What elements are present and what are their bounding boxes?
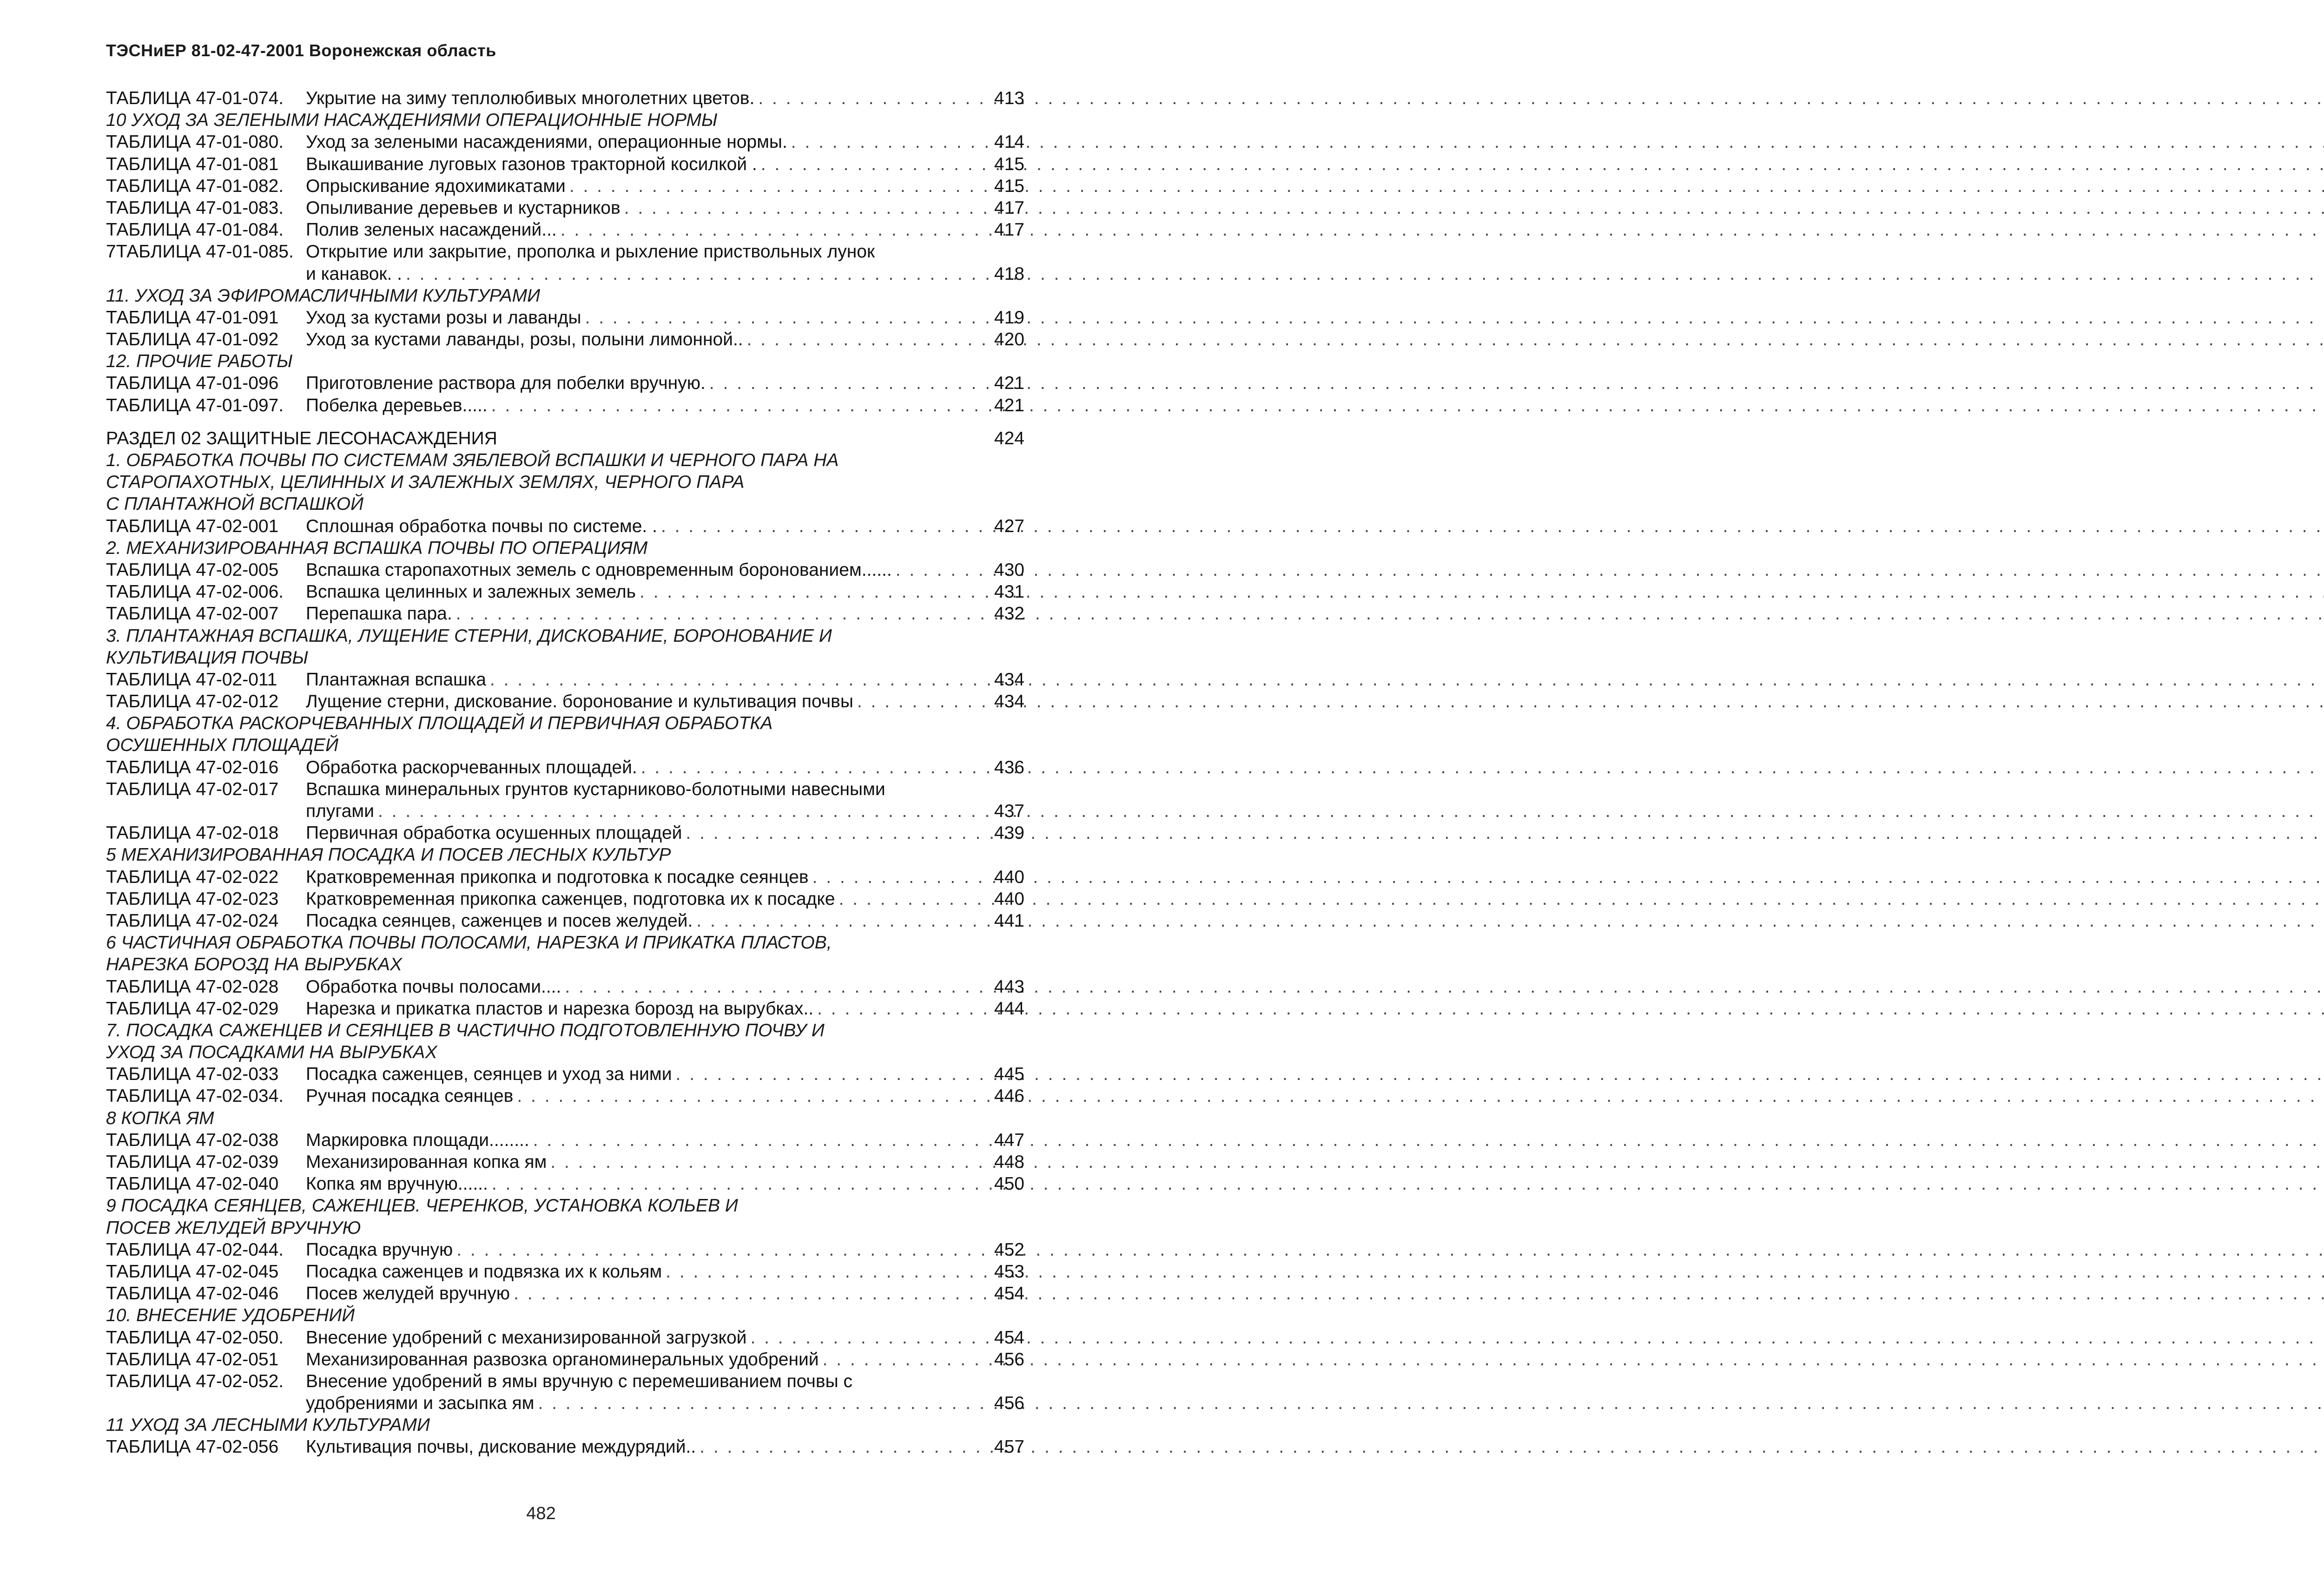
toc-entry-continuation [106, 263, 1024, 285]
toc-entry-page: 445 [994, 1064, 1024, 1085]
toc-entry-page: 456 [994, 1349, 1024, 1369]
toc-entry [106, 219, 1024, 241]
toc-entry-code: ТАБЛИЦА 47-02-024 [106, 910, 279, 931]
toc-entry-title: Посадка вручную [306, 1239, 453, 1260]
toc-entry-title: Открытие или закрытие, прополка и рыхление приствольных лунок [306, 242, 875, 262]
toc-entry-title: Посадка саженцев и подвязка их к кольям [306, 1261, 662, 1282]
dot-leader [754, 87, 994, 109]
toc-entry [106, 395, 1024, 416]
toc-section-heading: 3. ПЛАНТАЖНАЯ ВСПАШКА, ЛУЩЕНИЕ СТЕРНИ, ДИСКОВАНИЕ, БОРОНОВАНИЕ И [106, 625, 832, 646]
toc-entry-page: 452 [994, 1239, 1024, 1260]
toc-entry-title: и канавок. . [306, 263, 402, 284]
toc-entry-title: Нарезка и прикатка пластов и нарезка борозд на вырубках.. [306, 998, 814, 1019]
dot-leader [374, 800, 994, 822]
toc-entry-code: ТАБЛИЦА 47-02-017 [106, 779, 279, 799]
toc-entry-title: Сплошная обработка почвы по системе. . [306, 516, 657, 536]
toc-entry [106, 1436, 1024, 1458]
toc-entry-title: Обработка почвы полосами.... [306, 976, 561, 997]
dot-leader [787, 131, 994, 153]
toc-entry-continuation [106, 800, 1024, 822]
toc-entry [106, 976, 1024, 998]
toc-entry-code: ТАБЛИЦА 47-01-091 [106, 307, 279, 328]
dot-leader [682, 822, 994, 844]
toc-entry-page: 444 [994, 998, 1024, 1019]
spacer [106, 416, 1024, 428]
toc-entry-code: ТАБЛИЦА 47-02-056 [106, 1437, 279, 1457]
toc-entry [106, 87, 1024, 109]
toc-entry [106, 1327, 1024, 1349]
dot-leader [547, 1151, 994, 1173]
toc-entry [106, 1129, 1024, 1151]
toc-section-heading: 7. ПОСАДКА САЖЕНЦЕВ И СЕЯНЦЕВ В ЧАСТИЧНО ПОДГОТОВЛЕННУЮ ПОЧВУ И [106, 1020, 825, 1040]
toc-entry [106, 778, 1024, 800]
toc-entry [106, 691, 1024, 712]
toc-entry-code: ТАБЛИЦА 47-02-012 [106, 691, 279, 712]
toc-entry-page: 453 [994, 1261, 1024, 1282]
toc-section-heading: ОСУШЕННЫХ ПЛОЩАДЕЙ [106, 735, 339, 756]
toc-entry-page: 446 [994, 1086, 1024, 1106]
dot-leader [453, 1239, 994, 1261]
toc-entry-title: Перепашка пара. [306, 604, 452, 624]
toc-entry [106, 888, 1024, 910]
toc-entry-title: Приготовление раствора для побелки вручную. [306, 373, 706, 394]
toc-entry [106, 1085, 1024, 1107]
toc-entry-page: 417 [994, 220, 1024, 240]
dot-leader [486, 669, 994, 691]
toc-entry-code: 7ТАБЛИЦА 47-01-085. [106, 242, 294, 262]
toc-entry-page: 432 [994, 604, 1024, 624]
toc-section-heading: С ПЛАНТАЖНОЙ ВСПАШКОЙ [106, 494, 363, 514]
toc-section-heading: СТАРОПАХОТНЫХ, ЦЕЛИННЫХ И ЗАЛЕЖНЫХ ЗЕМЛЯХ, ЧЕРНОГО ПАРА [106, 472, 745, 493]
dot-leader [743, 329, 994, 350]
toc-section-heading: 11 УХОД ЗА ЛЕСНЫМИ КУЛЬТУРАМИ [106, 1415, 430, 1435]
toc-entry-code: ТАБЛИЦА 47-02-046 [106, 1284, 279, 1304]
toc-entry-page: 431 [994, 582, 1024, 602]
toc-entry [106, 1151, 1024, 1173]
toc-entry-code: ТАБЛИЦА 47-01-082. [106, 176, 284, 196]
toc-entry-title: Плантажная вспашка [306, 669, 486, 690]
dot-leader [746, 1327, 994, 1349]
toc-section-heading: НАРЕЗКА БОРОЗД НА ВЫРУБКАХ [106, 955, 402, 975]
toc-entry-code: ТАБЛИЦА 47-02-050. [106, 1327, 284, 1348]
toc-entry-code: ТАБЛИЦА 47-01-097. [106, 395, 284, 415]
toc-entry-title: Полив зеленых насаждений... [306, 220, 557, 240]
toc-section-heading: УХОД ЗА ПОСАДКАМИ НА ВЫРУБКАХ [106, 1042, 437, 1063]
toc-entry-code: ТАБЛИЦА 47-02-018 [106, 823, 279, 843]
toc-section-heading: 6 ЧАСТИЧНАЯ ОБРАБОТКА ПОЧВЫ ПОЛОСАМИ, НАРЕЗКА И ПРИКАТКА ПЛАСТОВ, [106, 933, 832, 953]
toc-entry-title: Внесение удобрений в ямы вручную с перемешиванием почвы с [306, 1371, 852, 1391]
toc-section-heading: 8 КОПКА ЯМ [106, 1108, 214, 1128]
toc-entry [106, 910, 1024, 932]
toc-entry [106, 1370, 1024, 1392]
toc-entry-code: ТАБЛИЦА 47-02-052. [106, 1371, 284, 1391]
dot-leader [636, 581, 994, 603]
toc-entry-code: ТАБЛИЦА 47-01-080. [106, 132, 284, 152]
toc-entry-code: ТАБЛИЦА 47-01-084. [106, 220, 284, 240]
part-title: РАЗДЕЛ 02 ЗАЩИТНЫЕ ЛЕСОНАСАЖДЕНИЯ [106, 428, 497, 448]
toc-entry [106, 581, 1024, 603]
toc-entry-page: 418 [994, 263, 1024, 284]
dot-leader [757, 153, 994, 175]
dot-leader [529, 1129, 994, 1151]
toc-entry-title: Уход за зелеными насаждениями, операционные нормы. [306, 132, 787, 152]
toc-entry-code: ТАБЛИЦА 47-02-038 [106, 1130, 279, 1150]
toc-entry-title: плугами [306, 801, 375, 821]
toc-entry-title: Побелка деревьев..... [306, 395, 488, 415]
toc-entry [106, 866, 1024, 888]
dot-leader [693, 910, 994, 932]
toc-entry [106, 1349, 1024, 1370]
toc-section-heading: 5 МЕХАНИЗИРОВАННАЯ ПОСАДКА И ПОСЕВ ЛЕСНЫХ КУЛЬТУР [106, 845, 671, 865]
toc-entry-title: Первичная обработка осушенных площадей [306, 823, 682, 843]
toc-entry-title: Вспашка минеральных грунтов кустарниково-болотными навесными [306, 779, 885, 799]
toc-entry-page: 430 [994, 560, 1024, 580]
toc-entry-page: 420 [994, 329, 1024, 350]
toc-entry-page: 454 [994, 1284, 1024, 1304]
toc-section-heading: КУЛЬТИВАЦИЯ ПОЧВЫ [106, 647, 309, 668]
toc-entry-title: Опыливание деревьев и кустарников [306, 198, 621, 218]
dot-leader [637, 757, 994, 778]
toc-entry-page: 443 [994, 976, 1024, 997]
dot-leader [534, 1392, 994, 1414]
dot-leader [557, 219, 994, 241]
toc-entry-title: Укрытие на зиму теплолюбивых многолетних цветов. [306, 88, 755, 108]
dot-leader [819, 1349, 994, 1370]
dot-leader [809, 866, 994, 888]
dot-leader [835, 888, 994, 910]
toc-section-heading: 12. ПРОЧИЕ РАБОТЫ [106, 351, 293, 372]
toc-entry-page: 421 [994, 395, 1024, 415]
toc-entry-page: 413 [994, 88, 1024, 108]
toc-entry-title: Вспашка старопахотных земель с одновременным боронованием...... [306, 560, 892, 580]
toc-entry-code: ТАБЛИЦА 47-02-040 [106, 1174, 279, 1194]
dot-leader [813, 998, 994, 1020]
toc-entry [106, 329, 1024, 350]
toc-section-heading: ПОСЕВ ЖЕЛУДЕЙ ВРУЧНУЮ [106, 1218, 361, 1238]
toc-entry-title: Лущение стерни, дискование. боронование и культивация почвы [306, 691, 853, 712]
toc-entry-code: ТАБЛИЦА 47-02-051 [106, 1349, 279, 1369]
toc-entry-code: ТАБЛИЦА 47-02-029 [106, 998, 279, 1019]
dot-leader [488, 395, 994, 416]
toc-entry-title: удобрениями и засыпка ям [306, 1393, 535, 1414]
toc-entry-title: Уход за кустами лаванды, розы, полыни лимонной.. [306, 329, 743, 350]
toc-entry [106, 241, 1024, 263]
toc-entry-title: Механизированная развозка органоминеральных удобрений [306, 1349, 819, 1369]
dot-leader [566, 175, 994, 197]
toc-entry-page: 448 [994, 1152, 1024, 1172]
toc-entry-page: 436 [994, 757, 1024, 777]
toc-section-heading: 10. ВНЕСЕНИЕ УДОБРЕНИЙ [106, 1305, 355, 1326]
toc-entry-page: 417 [994, 198, 1024, 218]
toc-entry [106, 1261, 1024, 1283]
toc-entry-title: Механизированная копка ям [306, 1152, 547, 1172]
toc-entry-page: 457 [994, 1437, 1024, 1457]
toc-entry-page: 440 [994, 889, 1024, 909]
dot-leader [513, 1085, 994, 1107]
table-of-contents [106, 87, 1024, 1458]
toc-entry-code: ТАБЛИЦА 47-02-034. [106, 1086, 284, 1106]
toc-entry-code: ТАБЛИЦА 47-01-096 [106, 373, 279, 394]
toc-entry [106, 1173, 1024, 1195]
toc-entry-code: ТАБЛИЦА 47-01-092 [106, 329, 279, 350]
toc-entry-page: 419 [994, 307, 1024, 328]
toc-entry-code: ТАБЛИЦА 47-02-028 [106, 976, 279, 997]
toc-entry-code: ТАБЛИЦА 47-02-001 [106, 516, 279, 536]
toc-entry [106, 372, 1024, 394]
toc-entry-code: ТАБЛИЦА 47-01-083. [106, 198, 284, 218]
dot-leader [488, 1173, 994, 1195]
toc-block-section-02 [106, 449, 1024, 1458]
toc-entry [106, 153, 1024, 175]
toc-entry [106, 175, 1024, 197]
dot-leader [452, 603, 994, 625]
toc-entry-code: ТАБЛИЦА 47-02-023 [106, 889, 279, 909]
dot-leader [853, 691, 994, 712]
toc-entry [106, 197, 1024, 219]
toc-entry-page: 441 [994, 910, 1024, 931]
toc-entry [106, 603, 1024, 625]
toc-entry-title: Ручная посадка сеянцев [306, 1086, 514, 1106]
toc-entry-code: ТАБЛИЦА 47-02-044. [106, 1239, 284, 1260]
toc-entry-page: 414 [994, 132, 1024, 152]
toc-entry-title: Посадка саженцев, сеянцев и уход за ними [306, 1064, 672, 1085]
dot-leader [706, 372, 994, 394]
toc-section-heading: 10 УХОД ЗА ЗЕЛЕНЫМИ НАСАЖДЕНИЯМИ ОПЕРАЦИОННЫЕ НОРМЫ [106, 110, 718, 131]
toc-entry-page: 434 [994, 669, 1024, 690]
toc-entry-page: 415 [994, 154, 1024, 174]
toc-section-heading: 11. УХОД ЗА ЭФИРОМАСЛИЧНЫМИ КУЛЬТУРАМИ [106, 285, 541, 306]
toc-entry-page: 415 [994, 176, 1024, 196]
dot-leader [510, 1283, 994, 1304]
dot-leader [662, 1261, 994, 1283]
toc-entry-page: 447 [994, 1130, 1024, 1150]
toc-entry-page: 437 [994, 801, 1024, 821]
toc-section-heading: 2. МЕХАНИЗИРОВАННАЯ ВСПАШКА ПОЧВЫ ПО ОПЕРАЦИЯМ [106, 538, 648, 558]
toc-entry-title: Маркировка площади........ [306, 1130, 529, 1150]
page-number: 482 [526, 1504, 556, 1523]
dot-leader [696, 1436, 994, 1458]
toc-entry-title: Опрыскивание ядохимикатами [306, 176, 566, 196]
toc-entry-page: 427 [994, 516, 1024, 536]
toc-section-heading: 4. ОБРАБОТКА РАСКОРЧЕВАННЫХ ПЛОЩАДЕЙ И ПЕРВИЧНАЯ ОБРАБОТКА [106, 713, 773, 734]
toc-entry-page: 421 [994, 373, 1024, 394]
toc-entry [106, 559, 1024, 581]
toc-entry-code: ТАБЛИЦА 47-02-033 [106, 1064, 279, 1085]
toc-entry-title: Посев желудей вручную [306, 1284, 510, 1304]
document-header: ТЭСНиЕР 81-02-47-2001 Воронежская область [106, 41, 496, 60]
toc-entry-page: 439 [994, 823, 1024, 843]
toc-entry-code: ТАБЛИЦА 47-02-039 [106, 1152, 279, 1172]
toc-entry-code: ТАБЛИЦА 47-02-022 [106, 867, 279, 887]
toc-entry-title: Внесение удобрений с механизированной загрузкой [306, 1327, 747, 1348]
toc-entry-title: Обработка раскорчеванных площадей. [306, 757, 637, 777]
toc-entry [106, 131, 1024, 153]
toc-entry [106, 669, 1024, 691]
toc-entry [106, 1239, 1024, 1261]
toc-block-section-01 [106, 87, 1024, 416]
toc-entry [106, 998, 1024, 1020]
toc-entry-title: Копка ям вручную...... [306, 1174, 488, 1194]
toc-entry [106, 515, 1024, 537]
dot-leader [402, 263, 994, 285]
toc-entry-title: Культивация почвы, дискование междурядий.. [306, 1437, 696, 1457]
toc-section-heading: 1. ОБРАБОТКА ПОЧВЫ ПО СИСТЕМАМ ЗЯБЛЕВОЙ ВСПАШКИ И ЧЕРНОГО ПАРА НА [106, 450, 839, 470]
toc-entry [106, 1283, 1024, 1304]
dot-leader [657, 515, 994, 537]
dot-leader [621, 197, 994, 219]
part-page-number: 424 [994, 428, 1024, 448]
toc-entry-page: 434 [994, 691, 1024, 712]
toc-entry-title: Уход за кустами розы и лаванды [306, 307, 581, 328]
toc-entry-page: 440 [994, 867, 1024, 887]
toc-entry-code: ТАБЛИЦА 47-02-006. [106, 582, 284, 602]
toc-entry-continuation [106, 1392, 1024, 1414]
toc-entry-code: ТАБЛИЦА 47-02-005 [106, 560, 279, 580]
dot-leader [561, 976, 994, 998]
dot-leader [581, 307, 994, 329]
toc-entry-title: Вспашка целинных и залежных земель [306, 582, 636, 602]
toc-entry-code: ТАБЛИЦА 47-02-011 [106, 669, 277, 690]
toc-entry-page: 454 [994, 1327, 1024, 1348]
toc-entry-title: Посадка сеянцев, саженцев и посев желудей. [306, 910, 693, 931]
toc-entry-code: ТАБЛИЦА 47-01-081 [106, 154, 279, 174]
toc-entry [106, 307, 1024, 329]
dot-leader [892, 559, 994, 581]
toc-entry-code: ТАБЛИЦА 47-02-045 [106, 1261, 279, 1282]
toc-entry [106, 822, 1024, 844]
dot-leader [672, 1063, 994, 1085]
toc-part-heading [106, 428, 1024, 449]
toc-entry [106, 757, 1024, 778]
toc-entry-title: Кратковременная прикопка саженцев, подготовка их к посадке [306, 889, 835, 909]
toc-entry-page: 450 [994, 1174, 1024, 1194]
toc-entry-title: Выкашивание луговых газонов тракторной косилкой . [306, 154, 757, 174]
toc-entry-title: Кратковременная прикопка и подготовка к посадке сеянцев [306, 867, 809, 887]
toc-entry-page: 456 [994, 1393, 1024, 1414]
toc-entry [106, 1063, 1024, 1085]
toc-section-heading: 9 ПОСАДКА СЕЯНЦЕВ, САЖЕНЦЕВ. ЧЕРЕНКОВ, УСТАНОВКА КОЛЬЕВ И [106, 1196, 738, 1216]
toc-entry-code: ТАБЛИЦА 47-01-074. [106, 88, 284, 108]
toc-entry-code: ТАБЛИЦА 47-02-007 [106, 604, 279, 624]
toc-entry-code: ТАБЛИЦА 47-02-016 [106, 757, 279, 777]
